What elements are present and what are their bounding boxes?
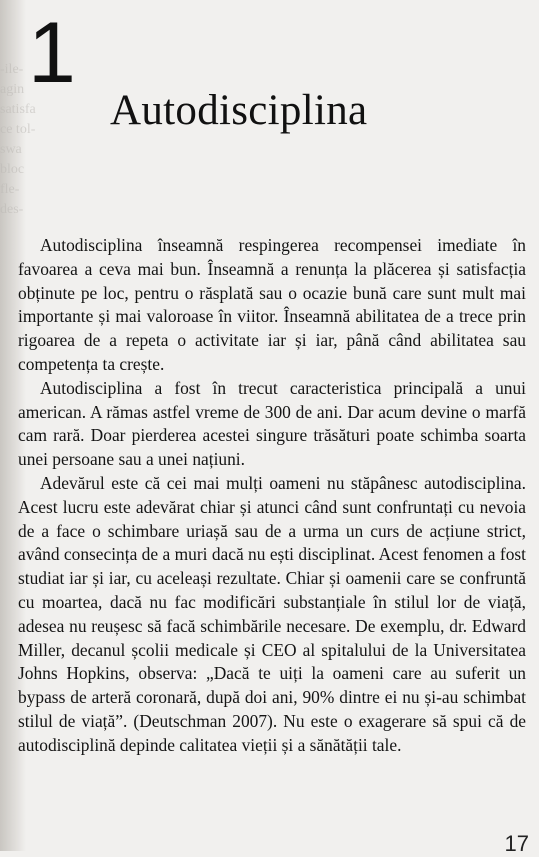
chapter-title: Autodisciplina xyxy=(110,87,368,134)
paragraph-history: Autodisciplina a fost în trecut caracteristica principală a unui american. A rămas astfel vreme de 300 de ani. Dar acum devine o marfă cam rară. Doar pierderea acestei singure trăsături poate schimba soarta unei persoane sau a unei națiuni. xyxy=(18,377,526,470)
page-number: 17 xyxy=(504,831,529,856)
paragraph-definition: Autodisciplina înseamnă respingerea recompensei imediate în favoarea a ceva mai bun. Înseamnă a renunța la plăcerea și satisfacția obținute pe loc, pentru o răsplată sau o ocazie bună care sunt mult mai importante și mai valoroase în viitor. Înseamnă abilitatea de a trece prin rigoarea de a repeta o activitate iar și iar, până când abilitatea sau competența ta crește. xyxy=(18,235,526,374)
bleed-through-text: -ile- agin satisfa ce tol- swa bloc fle- des- xyxy=(0,62,36,217)
chapter-number: 1 xyxy=(28,5,76,101)
chapter-body xyxy=(18,234,526,758)
paragraph-truth: Adevărul este că cei mai mulți oameni nu stăpânesc autodisciplina. Acest lucru este adevărat chiar și atunci când sunt confruntați cu nevoia de a face o schimbare uriașă sau de a urma un curs de acțiune strict, având consecința de a muri dacă nu ești disciplinat. Acest fenomen a fost studiat iar și iar, cu aceleași rezultate. Chiar și oamenii care se confruntă cu moartea, dacă nu fac modificări substanțiale în stilul lor de viață, adesea nu reușesc să facă schimbările necesare. De exemplu, dr. Edward Miller, decanul școlii medicale și CEO al spitalului de la Universitatea Johns Hopkins, observa: „Dacă te uiți la oameni care au suferit un bypass de arteră coronară, după doi ani, 90% dintre ei nu și-au schimbat stilul de viață”. (Deutschman 2007). Nu este o exagerare să spui că de autodisciplină depinde calitatea vieții și a sănătății tale. xyxy=(18,472,526,755)
